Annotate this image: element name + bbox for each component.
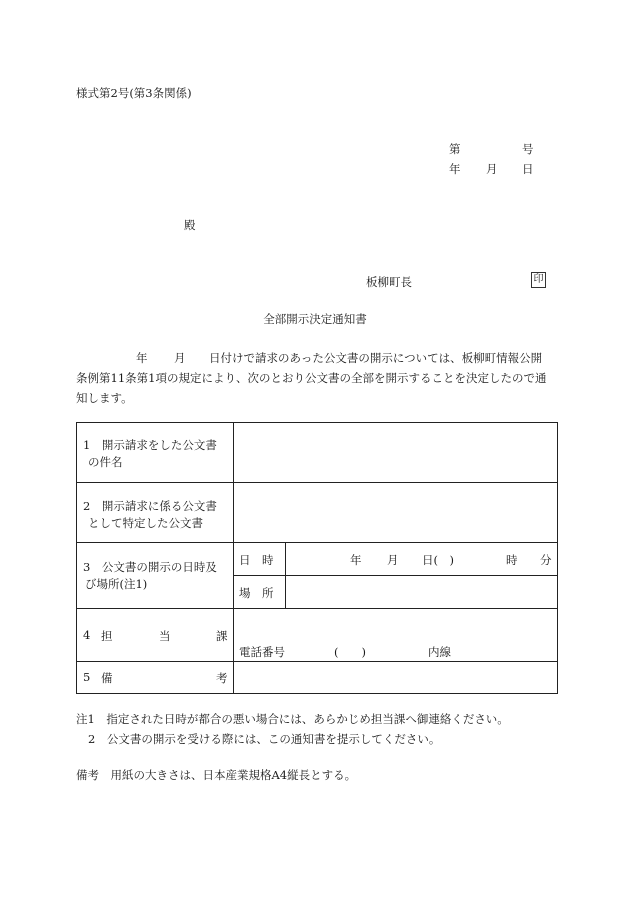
datetime-label: 日 時: [239, 553, 274, 567]
row5-char2: 考: [216, 671, 228, 685]
table-row: [77, 423, 558, 483]
issue-date-year: 年: [449, 162, 461, 176]
row1-label-line2: の件名: [88, 455, 123, 469]
body-year: 年: [136, 351, 148, 365]
issuer-name: 板柳町長: [366, 275, 412, 289]
table-row: [77, 662, 558, 694]
datetime-month: 月: [387, 553, 399, 567]
row1-label: [77, 423, 234, 483]
row4-char2: 当: [159, 629, 171, 643]
datetime-minute: 分: [540, 553, 552, 567]
seal-mark: 印: [531, 272, 546, 288]
datetime-year: 年: [350, 553, 362, 567]
phone-label: 電話番号: [239, 645, 285, 659]
body-line3: 知します。: [76, 391, 133, 405]
row3-label-line1: 3 公文書の開示の日時及: [83, 560, 217, 574]
row2-label-line2: として特定した公文書: [88, 516, 203, 530]
row5-char1: 備: [101, 671, 113, 685]
body-month: 月: [174, 351, 186, 365]
document-title: 全部開示決定通知書: [263, 312, 367, 326]
row2-label: [77, 483, 234, 543]
remarks-value[interactable]: [234, 662, 558, 694]
place-label: 場 所: [239, 586, 274, 600]
datetime-value[interactable]: [286, 543, 558, 576]
notice-body: [76, 348, 560, 408]
table-row: [77, 609, 558, 662]
row1-value[interactable]: [234, 423, 558, 483]
row4-num: 4: [83, 628, 91, 642]
issue-date-month: 月: [486, 162, 498, 176]
notice-table: [76, 422, 558, 694]
table-row: [77, 483, 558, 543]
addressee-honorific: 殿: [184, 218, 196, 232]
department-value[interactable]: [234, 609, 558, 662]
datetime-day: 日( ): [422, 553, 454, 567]
row4-label: [77, 609, 234, 662]
row4-char1: 担: [101, 629, 113, 643]
place-value[interactable]: [286, 576, 558, 609]
row3-label: [77, 543, 234, 609]
place-label-cell: [234, 576, 286, 609]
row2-label-line1: 2 開示請求に係る公文書: [83, 499, 217, 513]
document-number-prefix: 第: [449, 142, 461, 156]
document-number-suffix: 号: [522, 142, 534, 156]
datetime-label-cell: [234, 543, 286, 576]
row1-label-line1: 1 開示請求をした公文書: [83, 438, 217, 452]
note-1: 注1 指定された日時が都合の悪い場合には、あらかじめ担当課へ御連絡ください。: [76, 712, 509, 726]
row3-label-line2: び場所(注1): [85, 577, 148, 591]
form-number: 様式第2号(第3条関係): [76, 86, 192, 100]
body-line2: 条例第11条第1項の規定により、次のとおり公文書の全部を開示することを決定したので通: [76, 371, 547, 385]
row2-value[interactable]: [234, 483, 558, 543]
remark: 備考 用紙の大きさは、日本産業規格A4縦長とする。: [76, 768, 357, 782]
row4-char3: 課: [216, 629, 228, 643]
row5-num: 5: [83, 670, 91, 684]
note-2: 2 公文書の開示を受ける際には、この通知書を提示してください。: [88, 732, 441, 746]
datetime-hour: 時: [506, 553, 518, 567]
issue-date-day: 日: [522, 162, 534, 176]
phone-area-code: ( ): [334, 645, 366, 659]
body-line1-text: 日付けで請求のあった公文書の開示については、板柳町情報公開: [209, 351, 543, 365]
extension-label: 内線: [428, 645, 451, 659]
table-row: [77, 543, 558, 576]
row5-label: [77, 662, 234, 694]
